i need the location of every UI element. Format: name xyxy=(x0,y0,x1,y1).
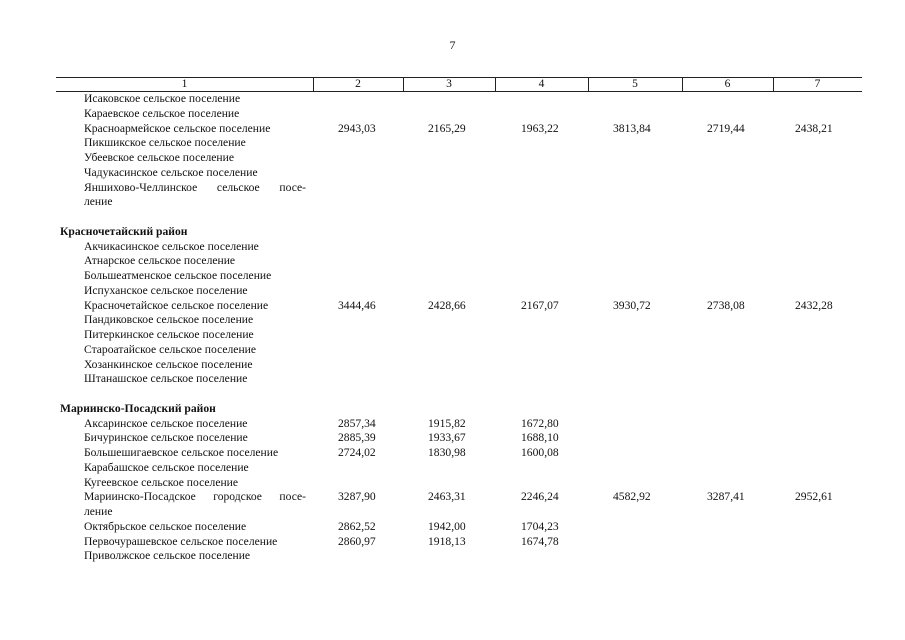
settlement-name: Карабашское сельское поселение xyxy=(84,460,249,474)
settlement-name: Красночетайское сельское поселение xyxy=(84,298,269,312)
value-col-5: 4582,92 xyxy=(613,490,651,504)
value-col-3: 1918,13 xyxy=(428,534,466,548)
settlement-name: Мариинско-Посадское городское посе- xyxy=(84,490,306,504)
column-header-6: 6 xyxy=(724,78,731,90)
value-col-3: 1942,00 xyxy=(428,519,466,533)
table-row xyxy=(0,240,905,255)
table-row xyxy=(0,136,905,151)
value-col-2: 2724,02 xyxy=(338,446,376,459)
value-col-3: 1915,82 xyxy=(428,416,466,430)
value-col-3: 1933,67 xyxy=(428,431,466,445)
table-row xyxy=(0,195,905,210)
value-col-2: 2860,97 xyxy=(338,534,376,548)
table-row xyxy=(0,549,905,564)
settlement-name: Пикшикское сельское поселение xyxy=(84,136,246,150)
table-row xyxy=(0,417,905,432)
value-col-4: 1674,78 xyxy=(521,534,559,548)
value-col-7: 2432,28 xyxy=(795,298,833,312)
column-header-7: 7 xyxy=(814,78,821,90)
value-col-4: 1963,22 xyxy=(521,121,559,135)
value-col-2: 2885,39 xyxy=(338,431,376,445)
value-col-3: 2165,29 xyxy=(428,121,466,135)
settlement-name: Кугеевское сельское поселение xyxy=(84,475,239,489)
settlement-name: Чадукасинское сельское поселение xyxy=(84,165,258,179)
settlement-name: Исаковское сельское поселение xyxy=(84,92,241,105)
settlement-name: Хозанкинское сельское поселение xyxy=(84,357,253,371)
table-row xyxy=(0,269,905,284)
table-row xyxy=(0,505,905,520)
table-row xyxy=(0,92,905,107)
district-row xyxy=(0,225,905,240)
value-col-2: 3287,90 xyxy=(338,490,376,504)
column-header-3: 3 xyxy=(446,78,452,90)
settlement-name: Пандиковское сельское поселение xyxy=(84,313,254,327)
settlement-name: Питеркинское сельское поселение xyxy=(84,328,254,341)
settlement-name: Убеевское сельское поселение xyxy=(84,151,234,164)
value-col-2: 2857,34 xyxy=(338,416,376,430)
settlement-name: ление xyxy=(84,505,113,518)
table-row xyxy=(0,107,905,122)
value-col-2: 2943,03 xyxy=(338,121,376,135)
table-row xyxy=(0,166,905,181)
column-header-1: 1 xyxy=(181,78,188,90)
settlement-name: Большеатменское сельское поселение xyxy=(84,269,272,282)
value-col-3: 2428,66 xyxy=(428,298,466,312)
settlement-name: Приволжское сельское поселение xyxy=(84,549,251,563)
column-header-2: 2 xyxy=(355,78,361,90)
settlement-name: Аксаринское сельское поселение xyxy=(84,416,248,430)
table-row xyxy=(0,490,905,505)
settlement-name: Караевское сельское поселение xyxy=(84,106,240,120)
table-row xyxy=(0,151,905,166)
table-row xyxy=(0,122,905,137)
settlement-name: Большешигаевское сельское поселение xyxy=(84,446,279,459)
table-row xyxy=(0,446,905,461)
value-col-3: 1830,98 xyxy=(428,446,466,459)
table-row xyxy=(0,328,905,343)
blank-row xyxy=(0,210,905,225)
value-col-6: 3287,41 xyxy=(707,490,745,504)
value-col-3: 2463,31 xyxy=(428,490,466,504)
value-col-4: 1688,10 xyxy=(521,431,559,445)
page-number: 7 xyxy=(449,38,456,52)
settlement-name: Октябрьское сельское поселение xyxy=(84,519,247,533)
column-header-5: 5 xyxy=(632,78,638,90)
value-col-4: 2246,24 xyxy=(521,490,559,504)
settlement-name: Бичуринское сельское поселение xyxy=(84,431,248,445)
value-col-5: 3930,72 xyxy=(613,298,651,312)
table-row xyxy=(0,431,905,446)
value-col-6: 2719,44 xyxy=(707,121,745,135)
value-col-4: 1672,80 xyxy=(521,416,559,430)
table-row xyxy=(0,520,905,535)
table-row xyxy=(0,299,905,314)
value-col-2: 3444,46 xyxy=(338,298,376,312)
table-row xyxy=(0,313,905,328)
table-row xyxy=(0,461,905,476)
table-row xyxy=(0,535,905,550)
settlement-name: Староатайское сельское поселение xyxy=(84,342,256,356)
settlement-name: Яншихово-Челлинское сельское посе- xyxy=(84,180,306,194)
district-heading: Красночетайский район xyxy=(60,224,188,238)
settlement-name: Атнарское сельское поселение xyxy=(84,254,236,268)
value-col-2: 2862,52 xyxy=(338,519,376,533)
settlement-name: Испуханское сельское поселение xyxy=(84,283,248,297)
value-col-4: 1600,08 xyxy=(521,446,559,459)
settlement-name: Красноармейское сельское поселение xyxy=(84,121,271,135)
blank-row xyxy=(0,387,905,402)
table-row xyxy=(0,358,905,373)
value-col-5: 3813,84 xyxy=(613,121,651,135)
district-heading: Мариинско-Посадский район xyxy=(60,401,216,415)
table-row xyxy=(0,343,905,358)
district-row xyxy=(0,402,905,417)
table-row xyxy=(0,181,905,196)
settlement-name: Акчикасинское сельское поселение xyxy=(84,239,259,253)
value-col-6: 2738,08 xyxy=(707,298,745,312)
column-header-4: 4 xyxy=(538,78,545,90)
value-col-4: 2167,07 xyxy=(521,298,559,312)
table-row xyxy=(0,284,905,299)
table-row xyxy=(0,372,905,387)
value-col-7: 2438,21 xyxy=(795,121,833,135)
value-col-4: 1704,23 xyxy=(521,519,559,533)
settlement-name: Штанашское сельское поселение xyxy=(84,372,248,386)
settlement-name: ление xyxy=(84,195,113,209)
table-row xyxy=(0,476,905,491)
settlement-name: Первочурашевское сельское поселение xyxy=(84,534,278,548)
value-col-7: 2952,61 xyxy=(795,490,833,504)
table-row xyxy=(0,254,905,269)
